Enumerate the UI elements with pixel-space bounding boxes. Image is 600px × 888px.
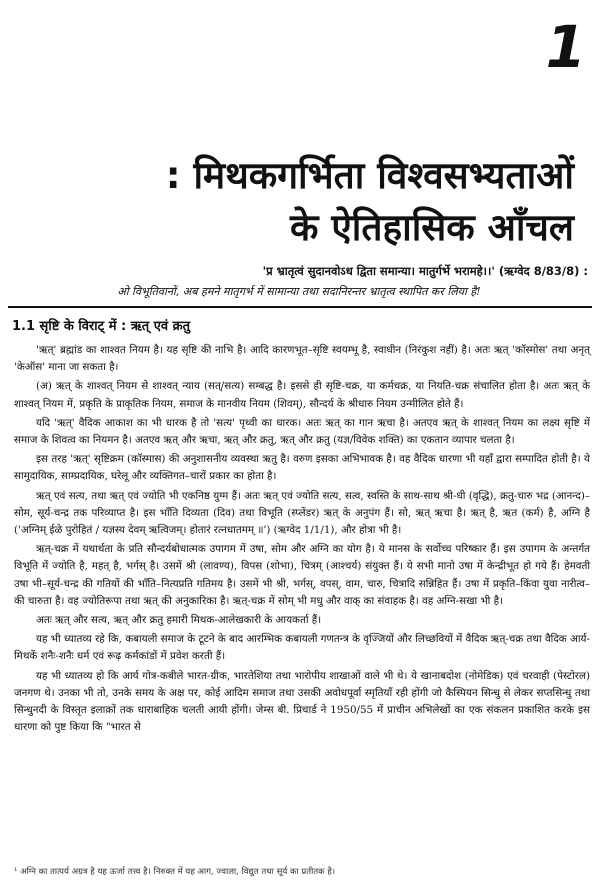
chapter-title	[166, 150, 574, 254]
chapter-number: 1	[545, 13, 586, 81]
paragraph: इस तरह 'ऋत्' सृष्टिक्रम (कॉस्मास) की अनुशासनीय व्यवस्था ऋतु है। वरुण इसका अभिभावक है। वह वैदिक धारणा भी यहाँ द्वारा सम्पादित होती है। ये सामुदायिक, साम्प्रदायिक, घरेलू और व्यक्तिगत–चारों प्रकार का होता है।	[14, 453, 590, 483]
chapter-title-line1: : मिथकगर्भिता विश्वसभ्यताओं	[165, 154, 574, 197]
paragraph: यह भी ध्यातव्य हो कि आर्य गोत्र-कबीले भारत-ग्रीक, भारतेशिया तथा भारोपीय शाखाओं वाले भी थे। ये खानाबदोश (नोमेडिक) एवं चरवाही (पेस्टोरल) जनगण थे। उनका भी तो, उनके समय के अक्ष पर, कोई आदिम समाज तथा उसकी अवोधपूर्वा स्मृतियाँ रही होंगी जो कैस्पियन सिन्धु से लेकर सप्तसिन्धु तथा सिन्धुनदी के विस्तृत इलाक़ों तक धाराबाहिक चलती आयी होंगी। जेम्स बी. प्रिचार्ड ने 1950/55 में प्राचीन अभिलेखों का एक संकलन प्रकाशित करके इस धारणा को पुष्ट किया कि "भारत से	[14, 669, 590, 734]
section-heading: 1.1 सृष्टि के विराट् में : ऋत् एवं क्रतु	[12, 319, 191, 334]
paragraph: (अ) ऋत् के शाश्वत् नियम से शाश्वत् न्याय (सत्/सत्य) सम्बद्ध है। इससे ही सृष्टि-चक्र, या कर्मचक्र, या नियति-चक्र संचालित होता है। अतः ऋत् के शाश्वत् नियम में, प्रकृति के प्राकृतिक नियम, समाज के मानवीय नियम (शिवम्), सौन्दर्य के श्रीधारु नियम उन्मीलित होते हैं।	[14, 380, 590, 410]
paragraph: यदि 'ऋत्' वैदिक आकाश का भी धारक है तो 'सत्य' पृथ्वी का धारक। अतः ऋत् का गान ऋचा है। अतएव ऋत् के शाश्वत् नियम का लक्ष्य सृष्टि में समाज के शिवत्व का नियमन है। अतएव ऋत् और ऋचा, ऋत् और क्रतु, ऋत् और क्रतु (यज्ञ/विवेक शक्ति) का एकतान व्यापार चलता है।	[14, 416, 590, 447]
footnote: ¹ अग्नि का तात्पर्य अग्रत्र है यह ऊर्जा तत्त्व है। निरुक्त में यह आग, ज्वाला, विद्युत तथा सूर्य का प्रतीतक है।	[14, 867, 336, 877]
paragraph: 'ऋत्' ब्रह्मांड का शाश्वत नियम है। यह सृष्टि की नाभि है। आदि कारणभूत–सृष्टि स्वयम्भू है, स्वाधीन (निरंकुश नहीं) है। अतः ऋत् 'कॉस्मोस' तथा अनृत् 'केऑस' माना जा सकता है।	[14, 344, 590, 374]
epigraph-translation: ओ विभूतिवानों, अब हमने मातृगर्भ में सामान्या तथा सदानिरन्तर भ्रातृत्व स्थापित कर लिया है!	[117, 285, 481, 298]
paragraph: ऋत्-चक्र में यथार्थता के प्रति सौन्दर्यबोधात्मक उपागम में उषा, सोम और अग्नि का योग है। ये मानस के सर्वोच्च परिष्कार हैं। इस उपागम के अन्तर्गत विभूति में ज्योति है, महत् है, भर्गस् है। उसमें श्री (लावण्य), विपस (शोभा), चित्रम् (आश्चर्य) संयुक्त हैं। ये सभी मानो उषा में केन्द्रीभूत हो गये हैं। हेमवती उषा भी–सूर्य-चन्द्र की गतियों की भाँति–नित्यप्रति गतिमय है। उसमें भी श्री, भर्गस्, वपस्, वाम, चारु, चित्रादि सन्निहित हैं। उषा में प्रकृति–किंवा युवा नारीत्व–की चारुता है। वह ज्योतिरूपा तथा ऋत् की अनुकारिका है। ऋत्-चक्र में सोम् भी मधु और वाक् का संवाहक है। वह अग्नि-सखा भी है।	[14, 543, 590, 607]
epigraph-sanskrit: 'प्र भ्रातृत्वं सुदानवोऽध द्विता समान्या। मातुर्गर्भे भरामहे।।' (ऋग्वेद 8/83/8) :	[262, 264, 588, 278]
paragraph: यह भी ध्यातव्य रहे कि, कबायली समाज के टूटने के बाद आरम्भिक कबायली गणतन्त्र के वृज्जियों और लिच्छवियों में वैदिक ऋत्-चक्र तथा वैदिक आर्य-मिथकें शनैः-शनैः धर्म एवं रूढ़ कर्मकांडों में प्रवेश करती हैं।	[14, 633, 590, 663]
paragraph: ऋत् एवं सत्य, तथा ऋत् एवं ज्योति भी एकनिष्ठ युग्म हैं। अतः ऋत् एवं ज्योति सत्य, सत्व, स्वस्ति के साथ-साथ श्री-धी (वृद्धि), क्रतु-चारु भद्र (आनन्द)–सोम, सूर्य-चन्द्र तक परिव्याप्त है। इस भाँति दिव्यता (दिव) तथा विभूति (स्प्लेंडर) ऋत् के अनुपंग हैं। सो, ऋत् ऋचा है। ऋत् है, ऋत (कर्म) है, अग्नि है ('अग्निम् ईळे पुरोहितं / यज्ञस्य देवम् ऋत्विजम्। होतारं रत्नधातमम् ॥') (ऋग्वेद 1/1/1), और होत्रा भी है।	[14, 489, 590, 537]
paragraph: अतः ऋत् और सत्य, ऋत् और क्रतु हमारी मिथक-आलेखकारी के आयकर्ता हैं।	[36, 614, 322, 627]
divider-rule	[8, 306, 592, 308]
chapter-title-line2: के ऐतिहासिक आँचल	[290, 206, 574, 249]
body-text	[14, 342, 590, 738]
